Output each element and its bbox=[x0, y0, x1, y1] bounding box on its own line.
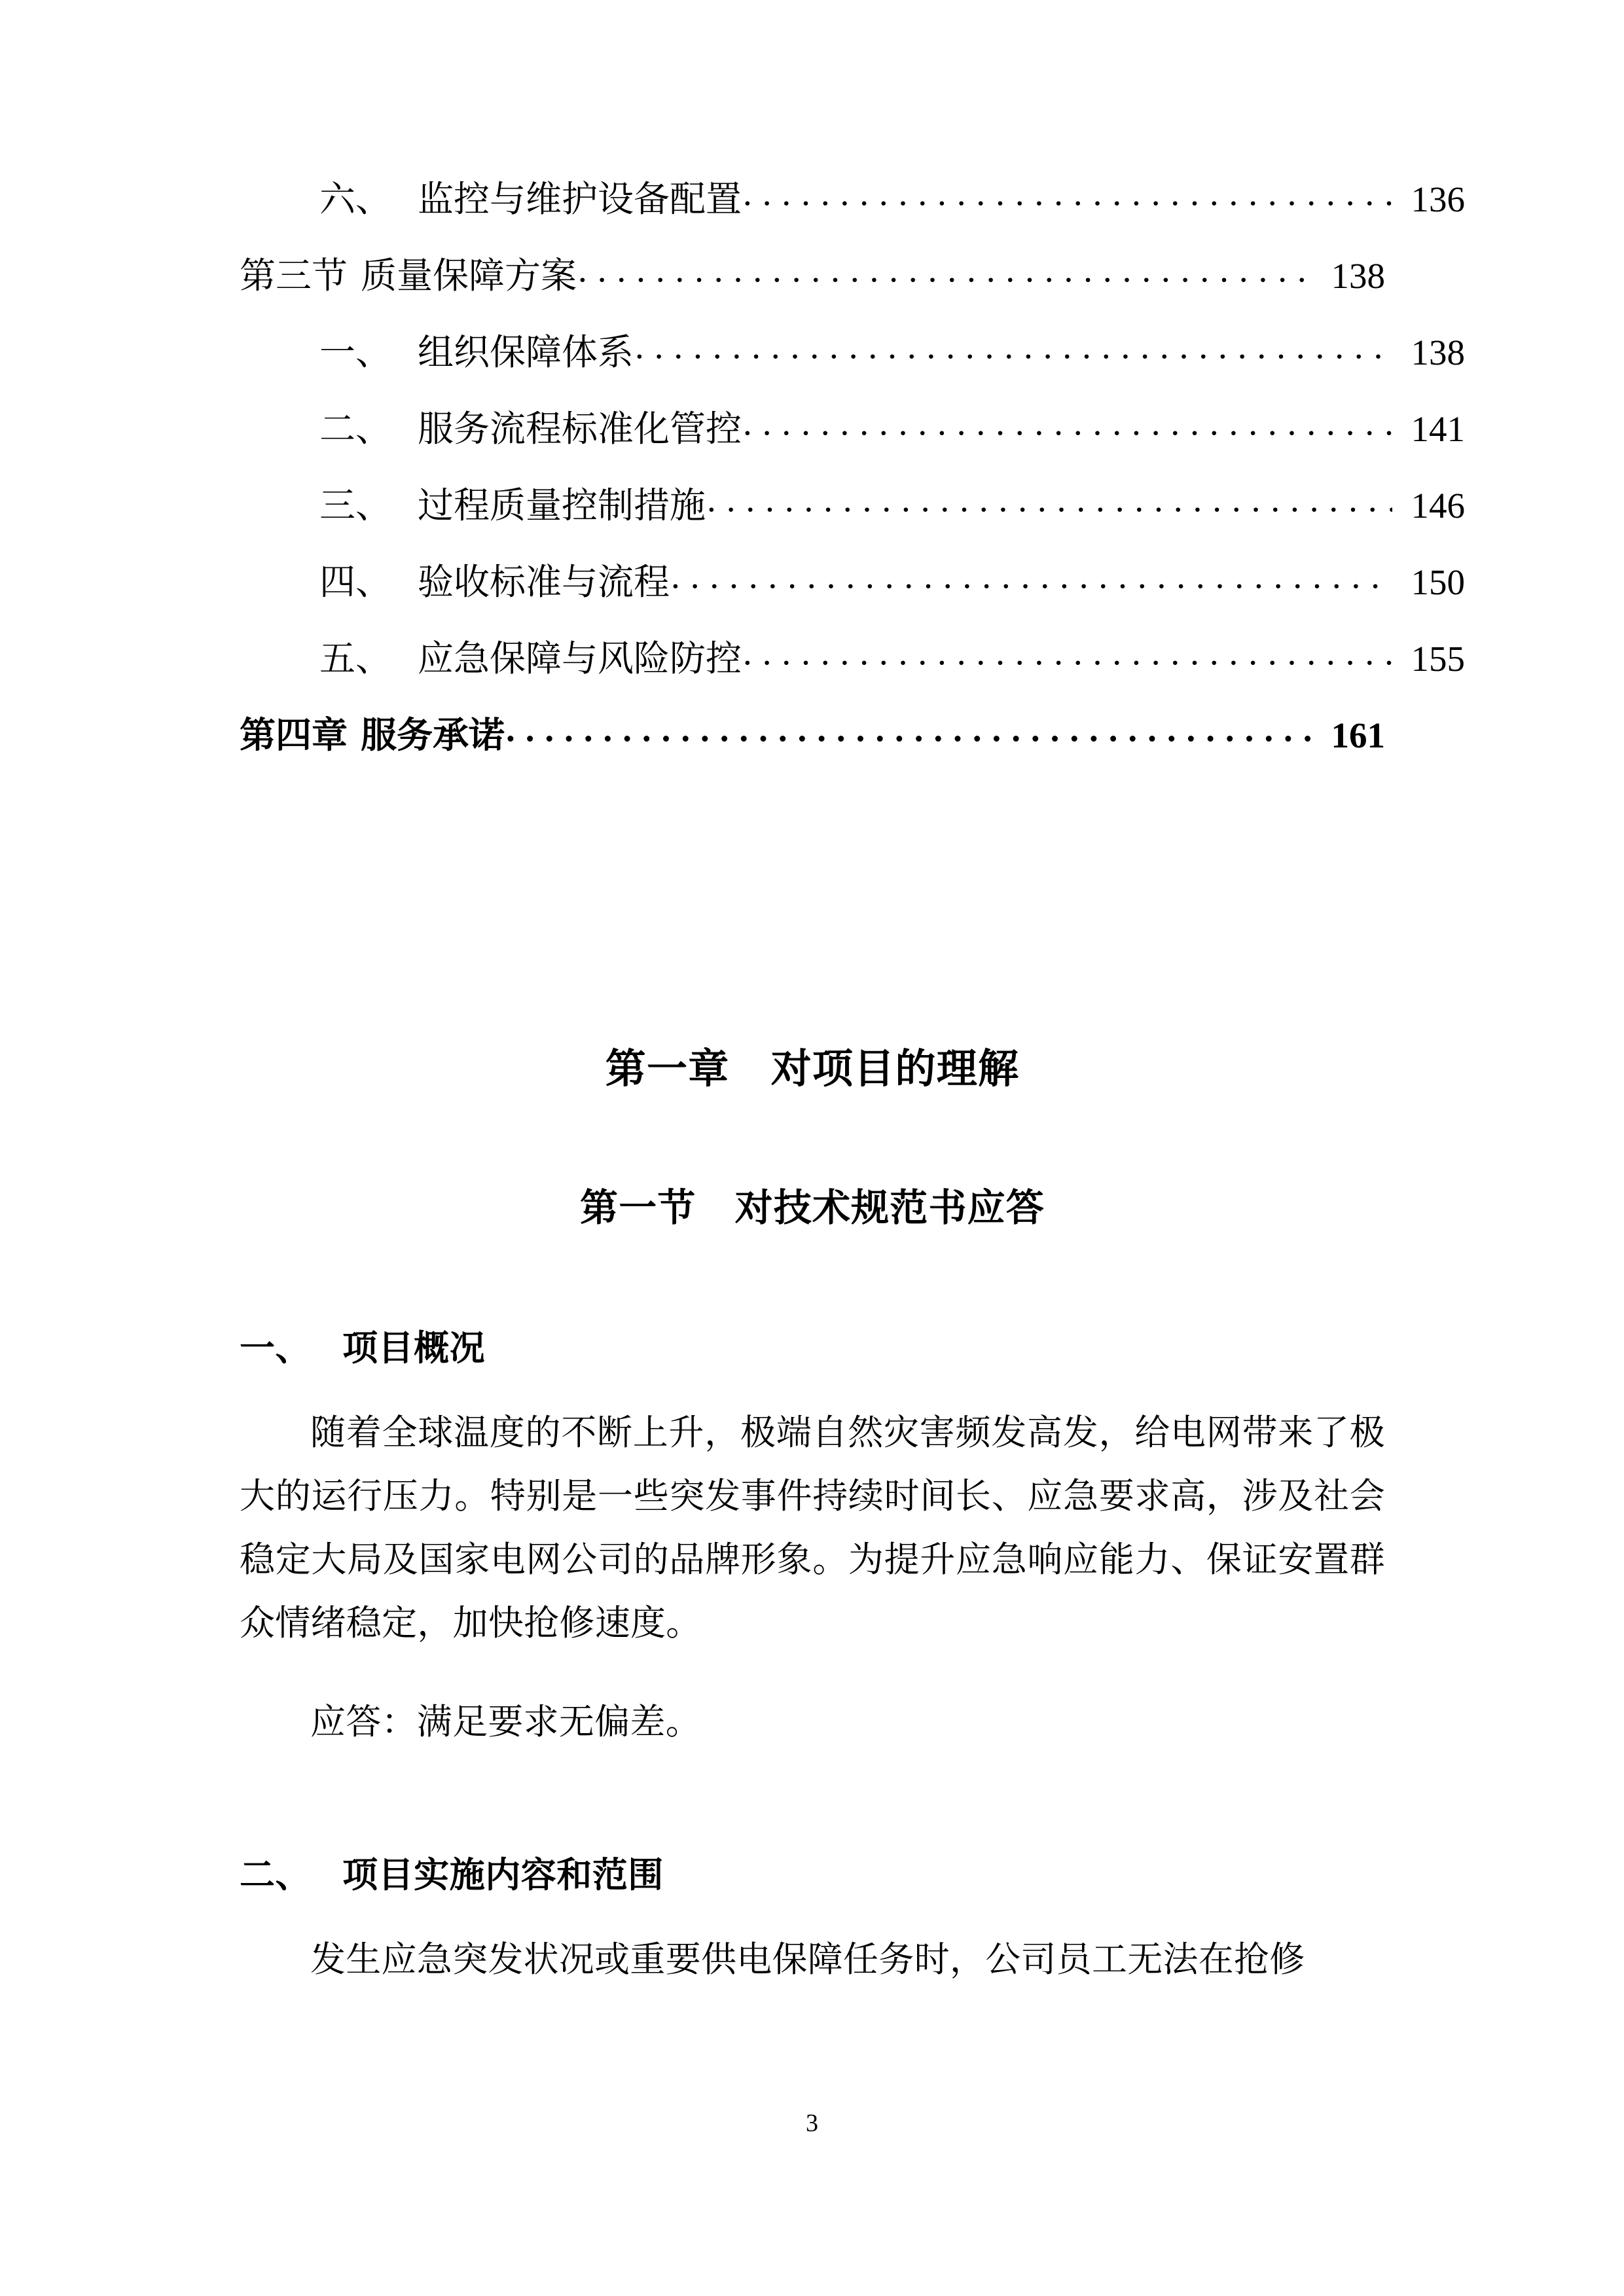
toc-entry-page: 150 bbox=[1411, 562, 1465, 602]
toc-entry-page: 161 bbox=[1331, 715, 1385, 755]
toc-entry-title: 验收标准与流程 bbox=[418, 562, 670, 602]
toc-leader-dots bbox=[506, 711, 1312, 747]
toc-leader-dots bbox=[743, 175, 1392, 211]
section-heading: 第一节 对技术规范书应答 bbox=[580, 1187, 1045, 1229]
toc-entry-title: 过程质量控制措施 bbox=[418, 486, 706, 526]
subsection-heading-1 bbox=[240, 1331, 1385, 1366]
toc-entry[interactable] bbox=[240, 252, 1385, 294]
toc-leader-dots bbox=[578, 252, 1312, 288]
toc-entry-title: 服务承诺 bbox=[361, 715, 505, 755]
toc-entry-number: 四、 bbox=[319, 562, 392, 602]
toc-entry-title: 监控与维护设备配置 bbox=[418, 179, 742, 219]
toc-entry-page: 136 bbox=[1411, 179, 1465, 219]
toc-leader-dots bbox=[635, 329, 1392, 365]
toc-entry-title: 服务流程标准化管控 bbox=[418, 409, 742, 449]
page-content bbox=[240, 0, 1465, 2027]
toc-entry-number: 六、 bbox=[319, 179, 392, 219]
toc-entry[interactable] bbox=[240, 175, 1465, 217]
toc-entry-page: 141 bbox=[1411, 409, 1465, 449]
toc-entry-title: 应急保障与风险防控 bbox=[418, 639, 742, 679]
paragraph-response: 应答：满足要求无偏差。 bbox=[310, 1702, 701, 1742]
chapter-heading: 第一章 对项目的理解 bbox=[605, 1047, 1020, 1092]
toc-entry-number: 一、 bbox=[319, 332, 392, 372]
table-of-contents bbox=[240, 0, 1465, 755]
toc-leader-dots bbox=[743, 405, 1392, 441]
toc-entry-title: 组织保障体系 bbox=[418, 332, 634, 372]
toc-entry-number: 三、 bbox=[319, 486, 392, 526]
toc-entry-number: 五、 bbox=[319, 639, 392, 679]
toc-leader-dots bbox=[707, 482, 1392, 518]
toc-entry-number: 第四章 bbox=[240, 715, 348, 755]
toc-entry-page: 138 bbox=[1331, 256, 1385, 296]
paragraph: 发生应急突发状况或重要供电保障任务时，公司员工无法在抢修 bbox=[310, 1940, 1305, 1979]
toc-entry-page: 138 bbox=[1411, 332, 1465, 372]
toc-leader-dots bbox=[671, 558, 1392, 594]
subsection-number: 二、 bbox=[240, 1856, 312, 1895]
subsection-title: 项目实施内容和范围 bbox=[342, 1856, 664, 1895]
subsection-number: 一、 bbox=[240, 1329, 312, 1368]
toc-entry-number: 二、 bbox=[319, 409, 392, 449]
toc-entry-page: 155 bbox=[1411, 639, 1465, 679]
paragraph: 随着全球温度的不断上升，极端自然灾害频发高发，给电网带来了极大的运行压力。特别是一些突发事件持续时间长、应急要求高，涉及社会稳定大局及国家电网公司的品牌形象。为提升应急响应能力、保证安置群众情绪稳定，加快抢修速度。 bbox=[240, 1413, 1385, 1643]
toc-entry[interactable] bbox=[240, 482, 1465, 524]
page-number: 3 bbox=[806, 2109, 818, 2137]
subsection-title: 项目概况 bbox=[342, 1329, 486, 1368]
toc-entry-chapter[interactable] bbox=[240, 711, 1385, 753]
subsection-heading-2 bbox=[240, 1857, 1385, 1893]
toc-entry-title: 质量保障方案 bbox=[361, 256, 577, 296]
toc-leader-dots bbox=[743, 635, 1392, 671]
toc-entry[interactable] bbox=[240, 329, 1465, 370]
toc-entry[interactable] bbox=[240, 405, 1465, 447]
toc-entry[interactable] bbox=[240, 558, 1465, 600]
toc-entry-number: 第三节 bbox=[240, 256, 348, 296]
toc-entry[interactable] bbox=[240, 635, 1465, 677]
toc-entry-page: 146 bbox=[1411, 486, 1465, 526]
